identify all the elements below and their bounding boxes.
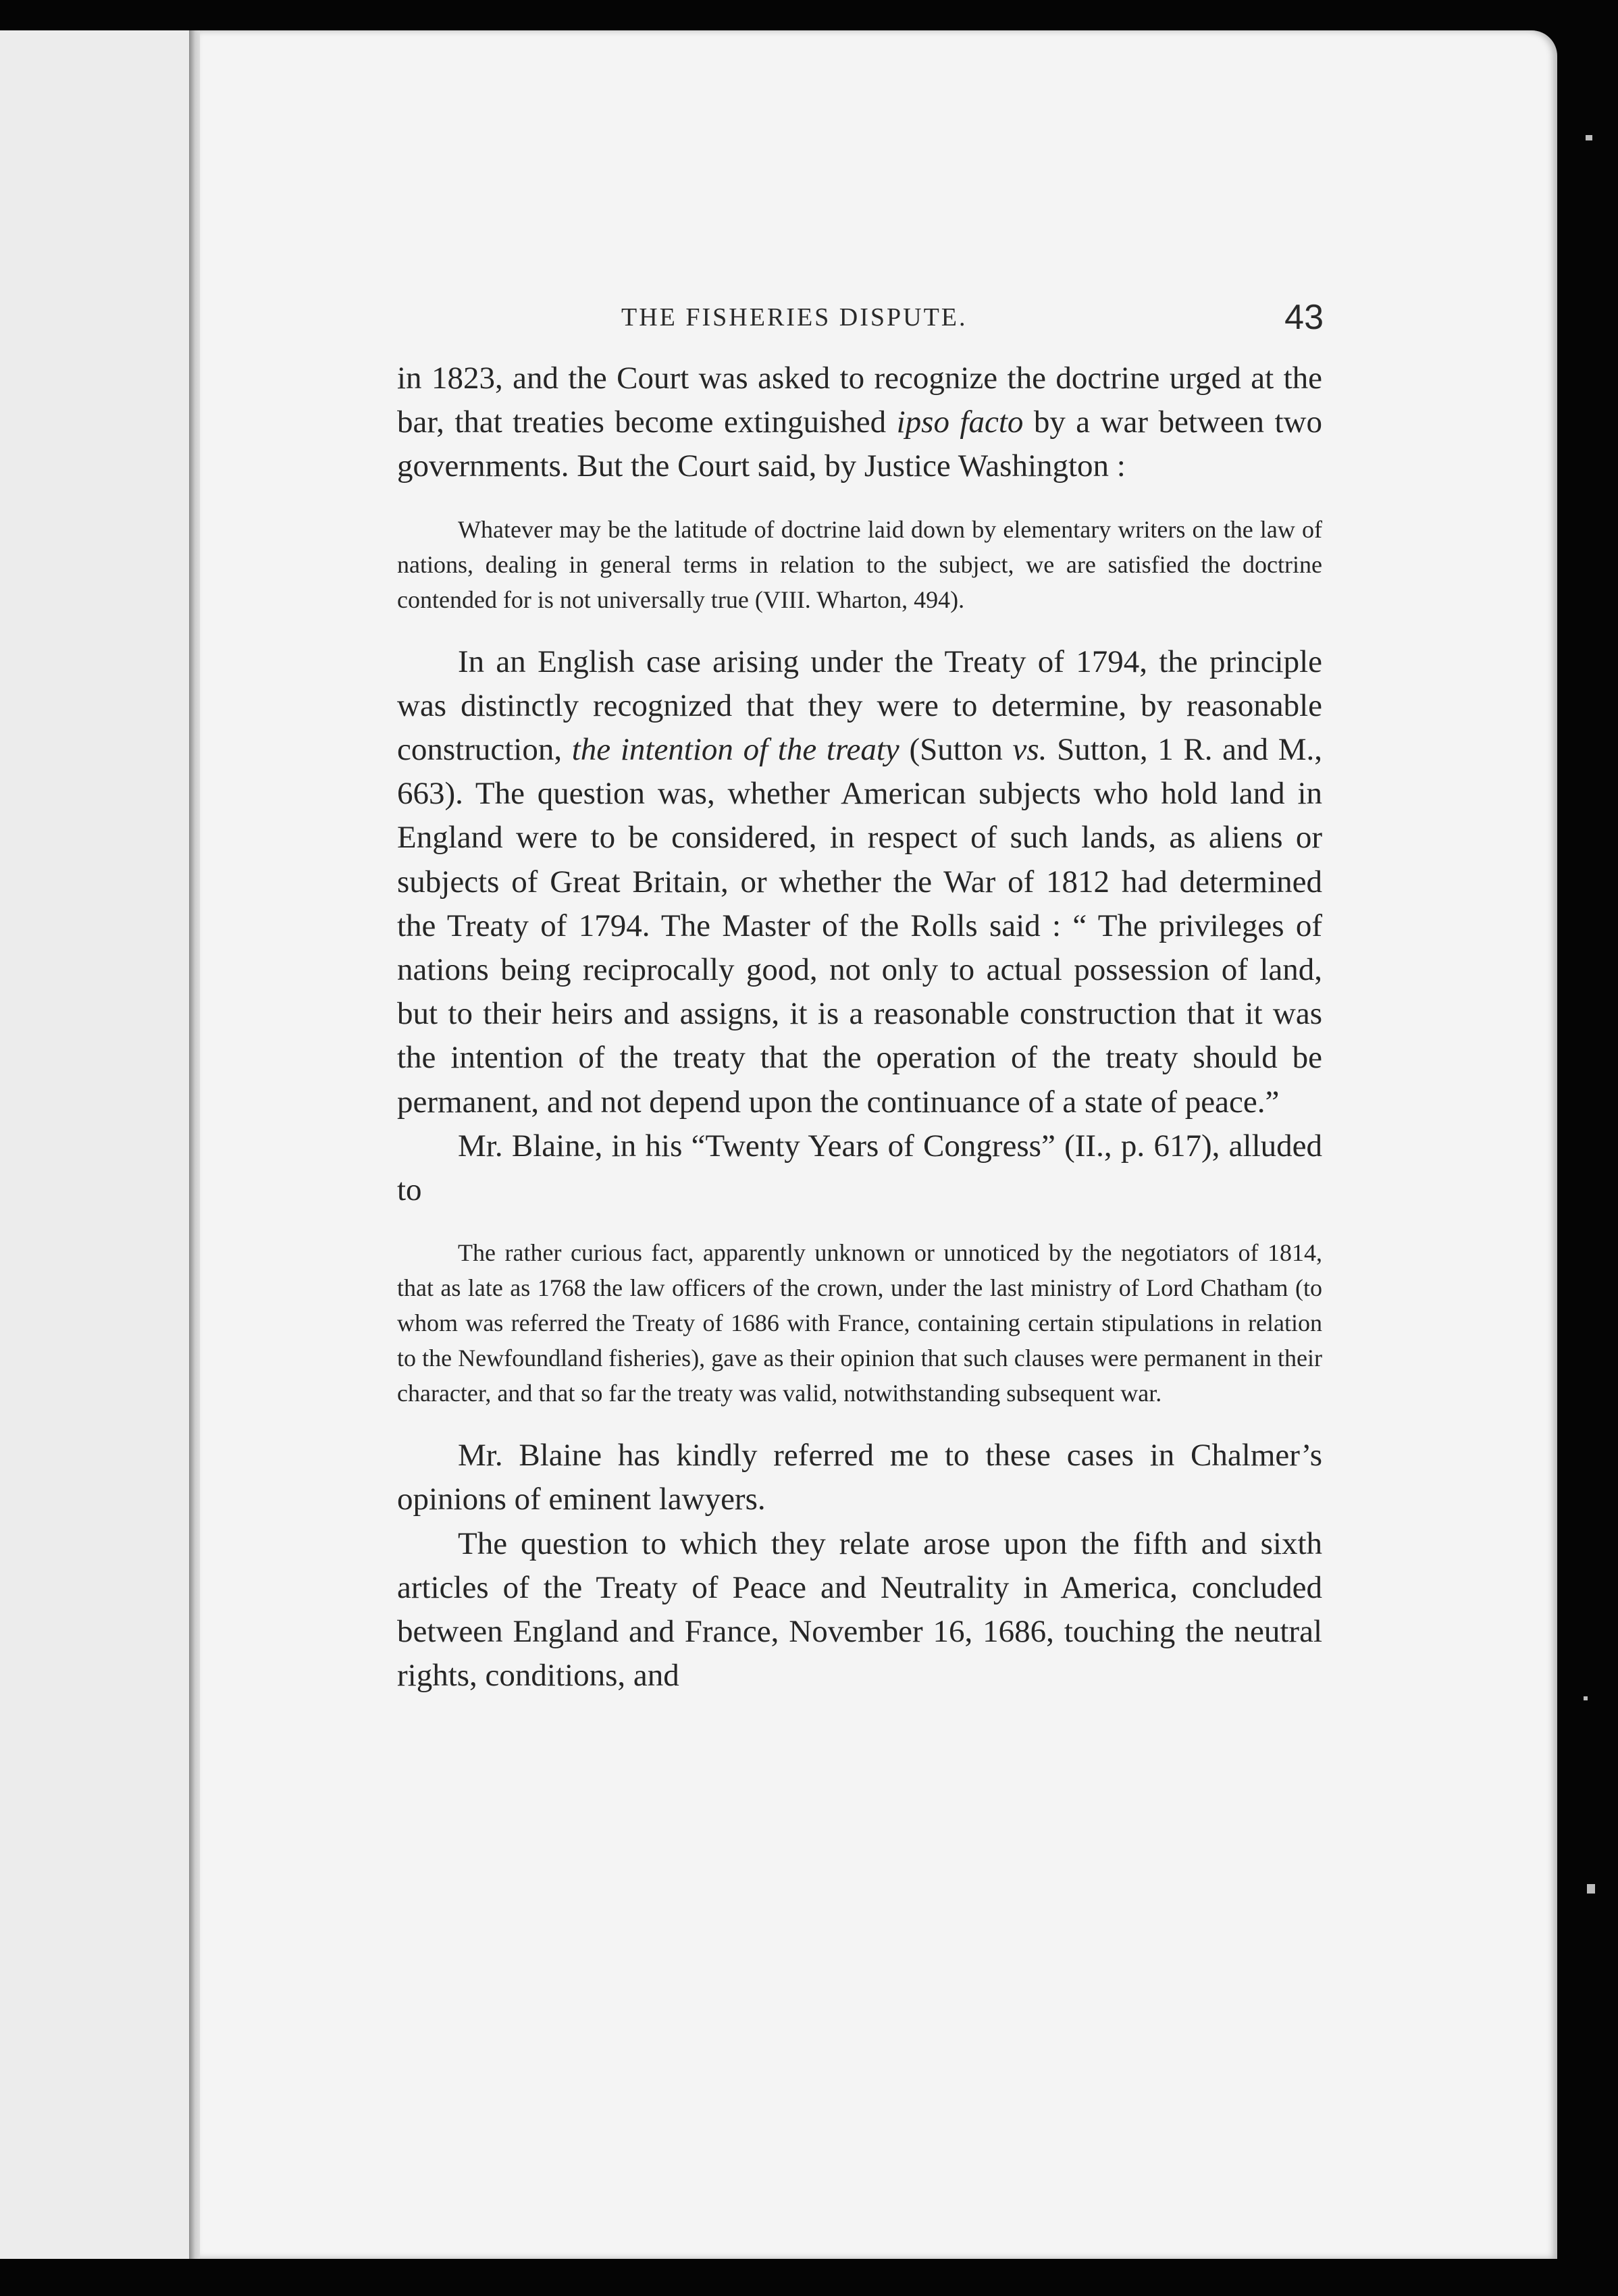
paragraph-4: Mr. Blaine has kindly referred me to these cases in Chalmer’s opinions of eminent lawyers. [397,1438,1322,1517]
running-head [621,297,1324,344]
facing-page-edge [0,30,197,2259]
block-quote-1: Whatever may be the latitude of doctrine laid down by elementary writers on the law of nations, dealing in general terms in relation to the subject, we are satisfied the doctrine contended for is not universally true (VIII. Wharton, 494). [397,515,1322,613]
paragraph-2-italic-vs: vs. [1012,732,1047,768]
page-text [397,357,1322,1698]
paragraph-1-text-end: by a war between two governments. But the Court said, by Justice Washington : [397,405,1323,484]
paragraph-1-italic: ipso facto [896,405,1024,440]
scan-speck [1586,135,1592,140]
page-number: 43 [1284,298,1324,337]
paragraph-1 [397,357,1322,489]
paragraph-1-text: in 1823, and the Court was asked to recognize the doctrine urged at the bar, that treaties become extinguished [397,361,1322,440]
paragraph-2 [397,640,1322,1124]
paragraph-3: Mr. Blaine, in his “Twenty Years of Congress” (II., p. 617), alluded to [397,1128,1322,1208]
paragraph-2-italic: the intention of the treaty [571,732,899,768]
running-title: THE FISHERIES DISPUTE. [621,303,968,332]
scan-speck [1587,1884,1595,1894]
paragraph-2-text-end: Sutton, 1 R. and M., 663). The question was, whether American subjects who hold land in England were to be considered, in respect of such lands, as aliens or subjects of Great Britain, or whether the War of 1812 had determined the Treaty of 1794. The Master of the Rolls said : “ The privileges of nations being reciprocally good, not only to actual possession of land, but to their heirs and assigns, it is a reasonable construction that it was the intention of the treaty that the operation of the treaty should be permanent, and not depend upon the continuance of a state of peace.” [397,732,1322,1120]
paragraph-5: The question to which they relate arose upon the fifth and sixth articles of the Treaty of Peace and Neutrality in America, concluded between England and France, November 16, 1686, touching the neutral rights, conditions, and [397,1525,1322,1694]
scan-speck [1584,1696,1588,1700]
paragraph-2-text: In an English case arising under the Treaty of 1794, the principle was distinctly recognized that they were to determine, by reasonable construction, [397,644,1322,768]
paragraph-2-text-mid: (Sutton [899,732,1013,768]
block-quote-2: The rather curious fact, apparently unknown or unnoticed by the negotiators of 1814, that as late as 1768 the law officers of the crown, under the last ministry of Lord Chatham (to whom was referred the Treaty of 1686 with France, containing certain stipulations in relation to the Newfoundland fisheries), gave as their opinion that such clauses were permanent in their character, and that so far the treaty was valid, notwithstanding subsequent war. [397,1239,1322,1407]
